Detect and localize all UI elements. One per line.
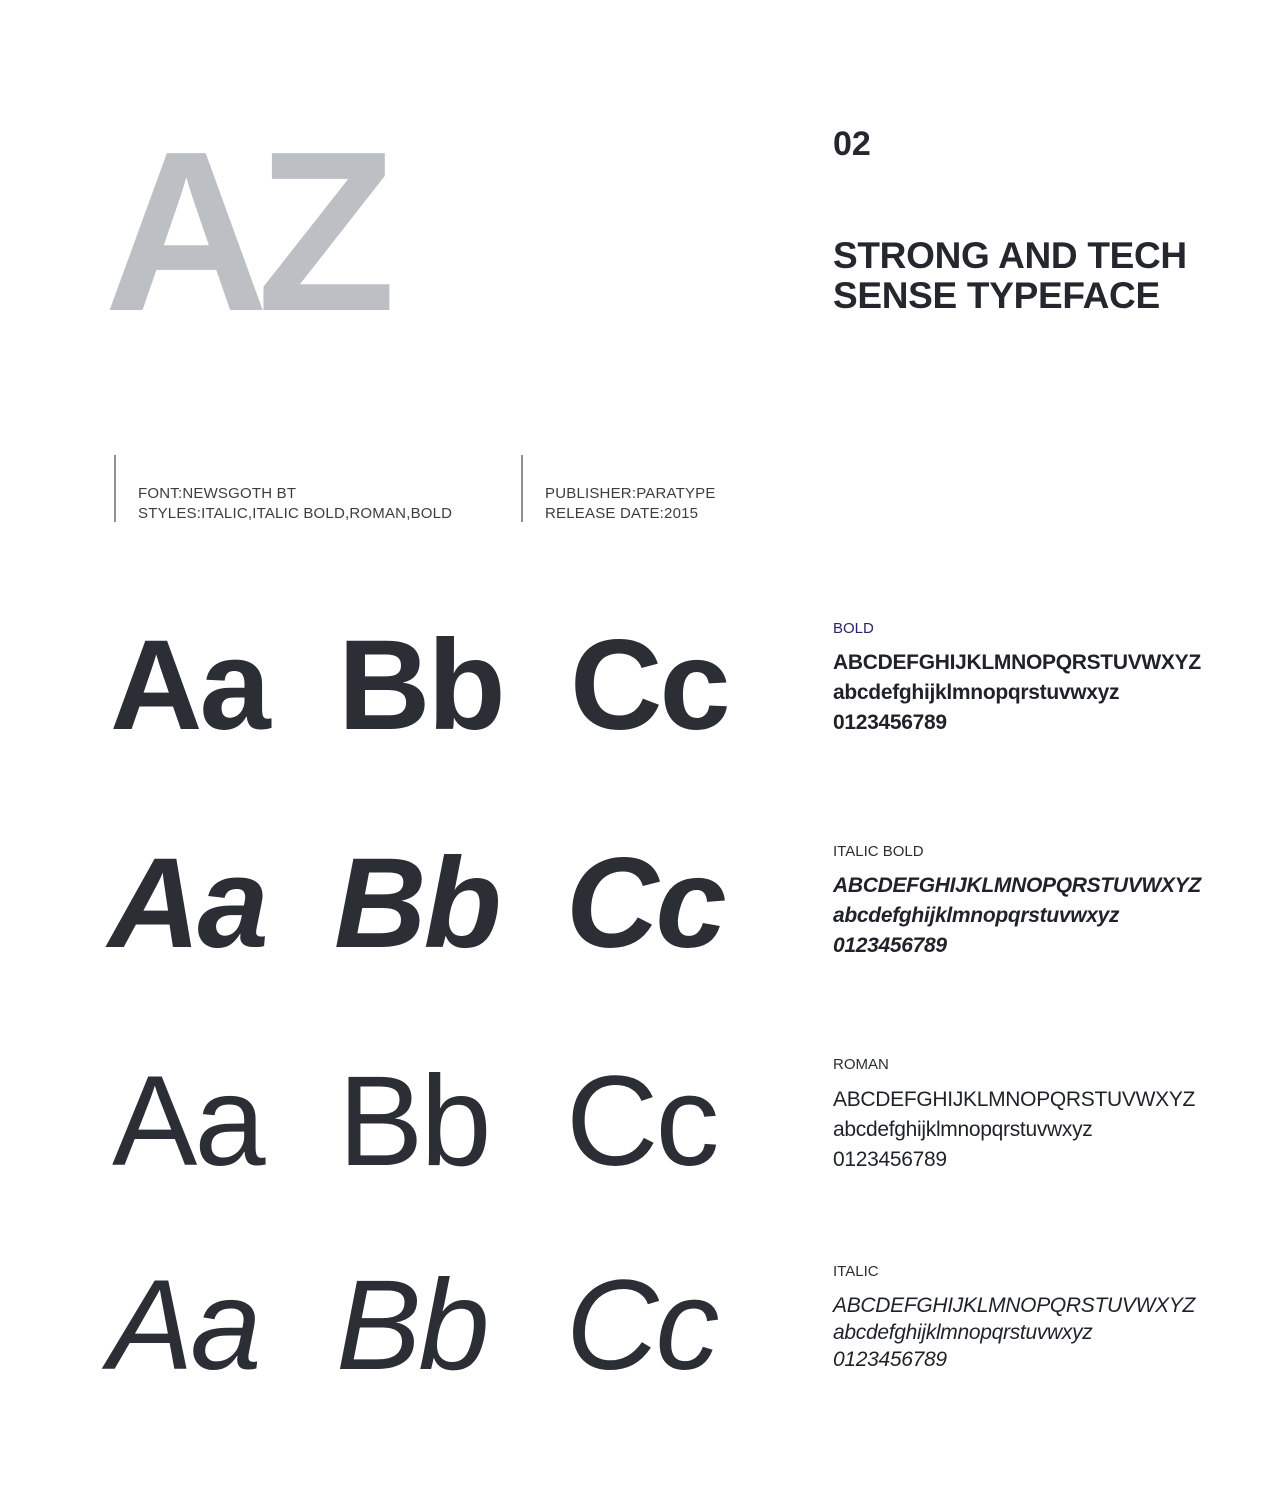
section-number: 02 [833,125,871,163]
charset-bold-digits: 0123456789 [833,711,947,734]
style-label-bold: BOLD [833,620,874,637]
style-label-italic-bold: ITALIC BOLD [833,843,924,860]
charset-bold-uppercase: ABCDEFGHIJKLMNOPQRSTUVWXYZ [833,651,1201,674]
sample-italic-bb: Bb [336,1254,487,1397]
meta-publisher: PUBLISHER:PARATYPE [545,485,716,502]
charset-italic-bold-digits: 0123456789 [833,934,947,957]
charset-italic-bold [833,871,1201,961]
sample-italic-bold-bb: Bb [334,832,499,975]
headline-line-1: STRONG AND TECH [833,235,1187,276]
meta-divider-right [521,455,523,522]
sample-italic-bold-aa: Aa [108,832,266,975]
sample-italic-bold-cc: Cc [566,832,724,975]
meta-block-font [138,484,452,524]
charset-italic-bold-lowercase: abcdefghijklmnopqrstuvwxyz [833,904,1120,927]
charset-bold [833,648,1201,738]
style-label-roman: ROMAN [833,1056,889,1073]
meta-divider-left [114,455,116,522]
meta-font: FONT:NEWSGOTH BT [138,485,297,502]
charset-roman-uppercase: ABCDEFGHIJKLMNOPQRSTUVWXYZ [833,1088,1196,1111]
charset-roman-digits: 0123456789 [833,1148,947,1171]
sample-roman-bb: Bb [338,1050,489,1193]
meta-styles: STYLES:ITALIC,ITALIC BOLD,ROMAN,BOLD [138,505,453,522]
charset-italic [833,1292,1195,1373]
charset-roman-lowercase: abcdefghijklmnopqrstuvwxyz [833,1118,1093,1141]
sample-bold-bb: Bb [338,614,503,757]
style-label-italic: ITALIC [833,1263,879,1280]
sample-italic-cc: Cc [566,1254,717,1397]
sample-roman-aa: Aa [112,1050,263,1193]
hero-az-glyphs: AZ [104,105,384,359]
sample-italic-aa: Aa [108,1254,259,1397]
meta-release-date: RELEASE DATE:2015 [545,505,699,522]
charset-italic-uppercase: ABCDEFGHIJKLMNOPQRSTUVWXYZ [833,1294,1196,1317]
charset-italic-bold-uppercase: ABCDEFGHIJKLMNOPQRSTUVWXYZ [833,874,1201,897]
sample-roman-cc: Cc [566,1050,717,1193]
charset-italic-digits: 0123456789 [833,1348,947,1371]
sample-bold-cc: Cc [570,614,728,757]
meta-block-publisher [545,484,716,524]
charset-italic-lowercase: abcdefghijklmnopqrstuvwxyz [833,1321,1093,1344]
headline-line-2: SENSE TYPEFACE [833,275,1160,316]
headline [833,236,1233,316]
charset-roman [833,1085,1195,1175]
sample-bold-aa: Aa [110,614,268,757]
charset-bold-lowercase: abcdefghijklmnopqrstuvwxyz [833,681,1120,704]
